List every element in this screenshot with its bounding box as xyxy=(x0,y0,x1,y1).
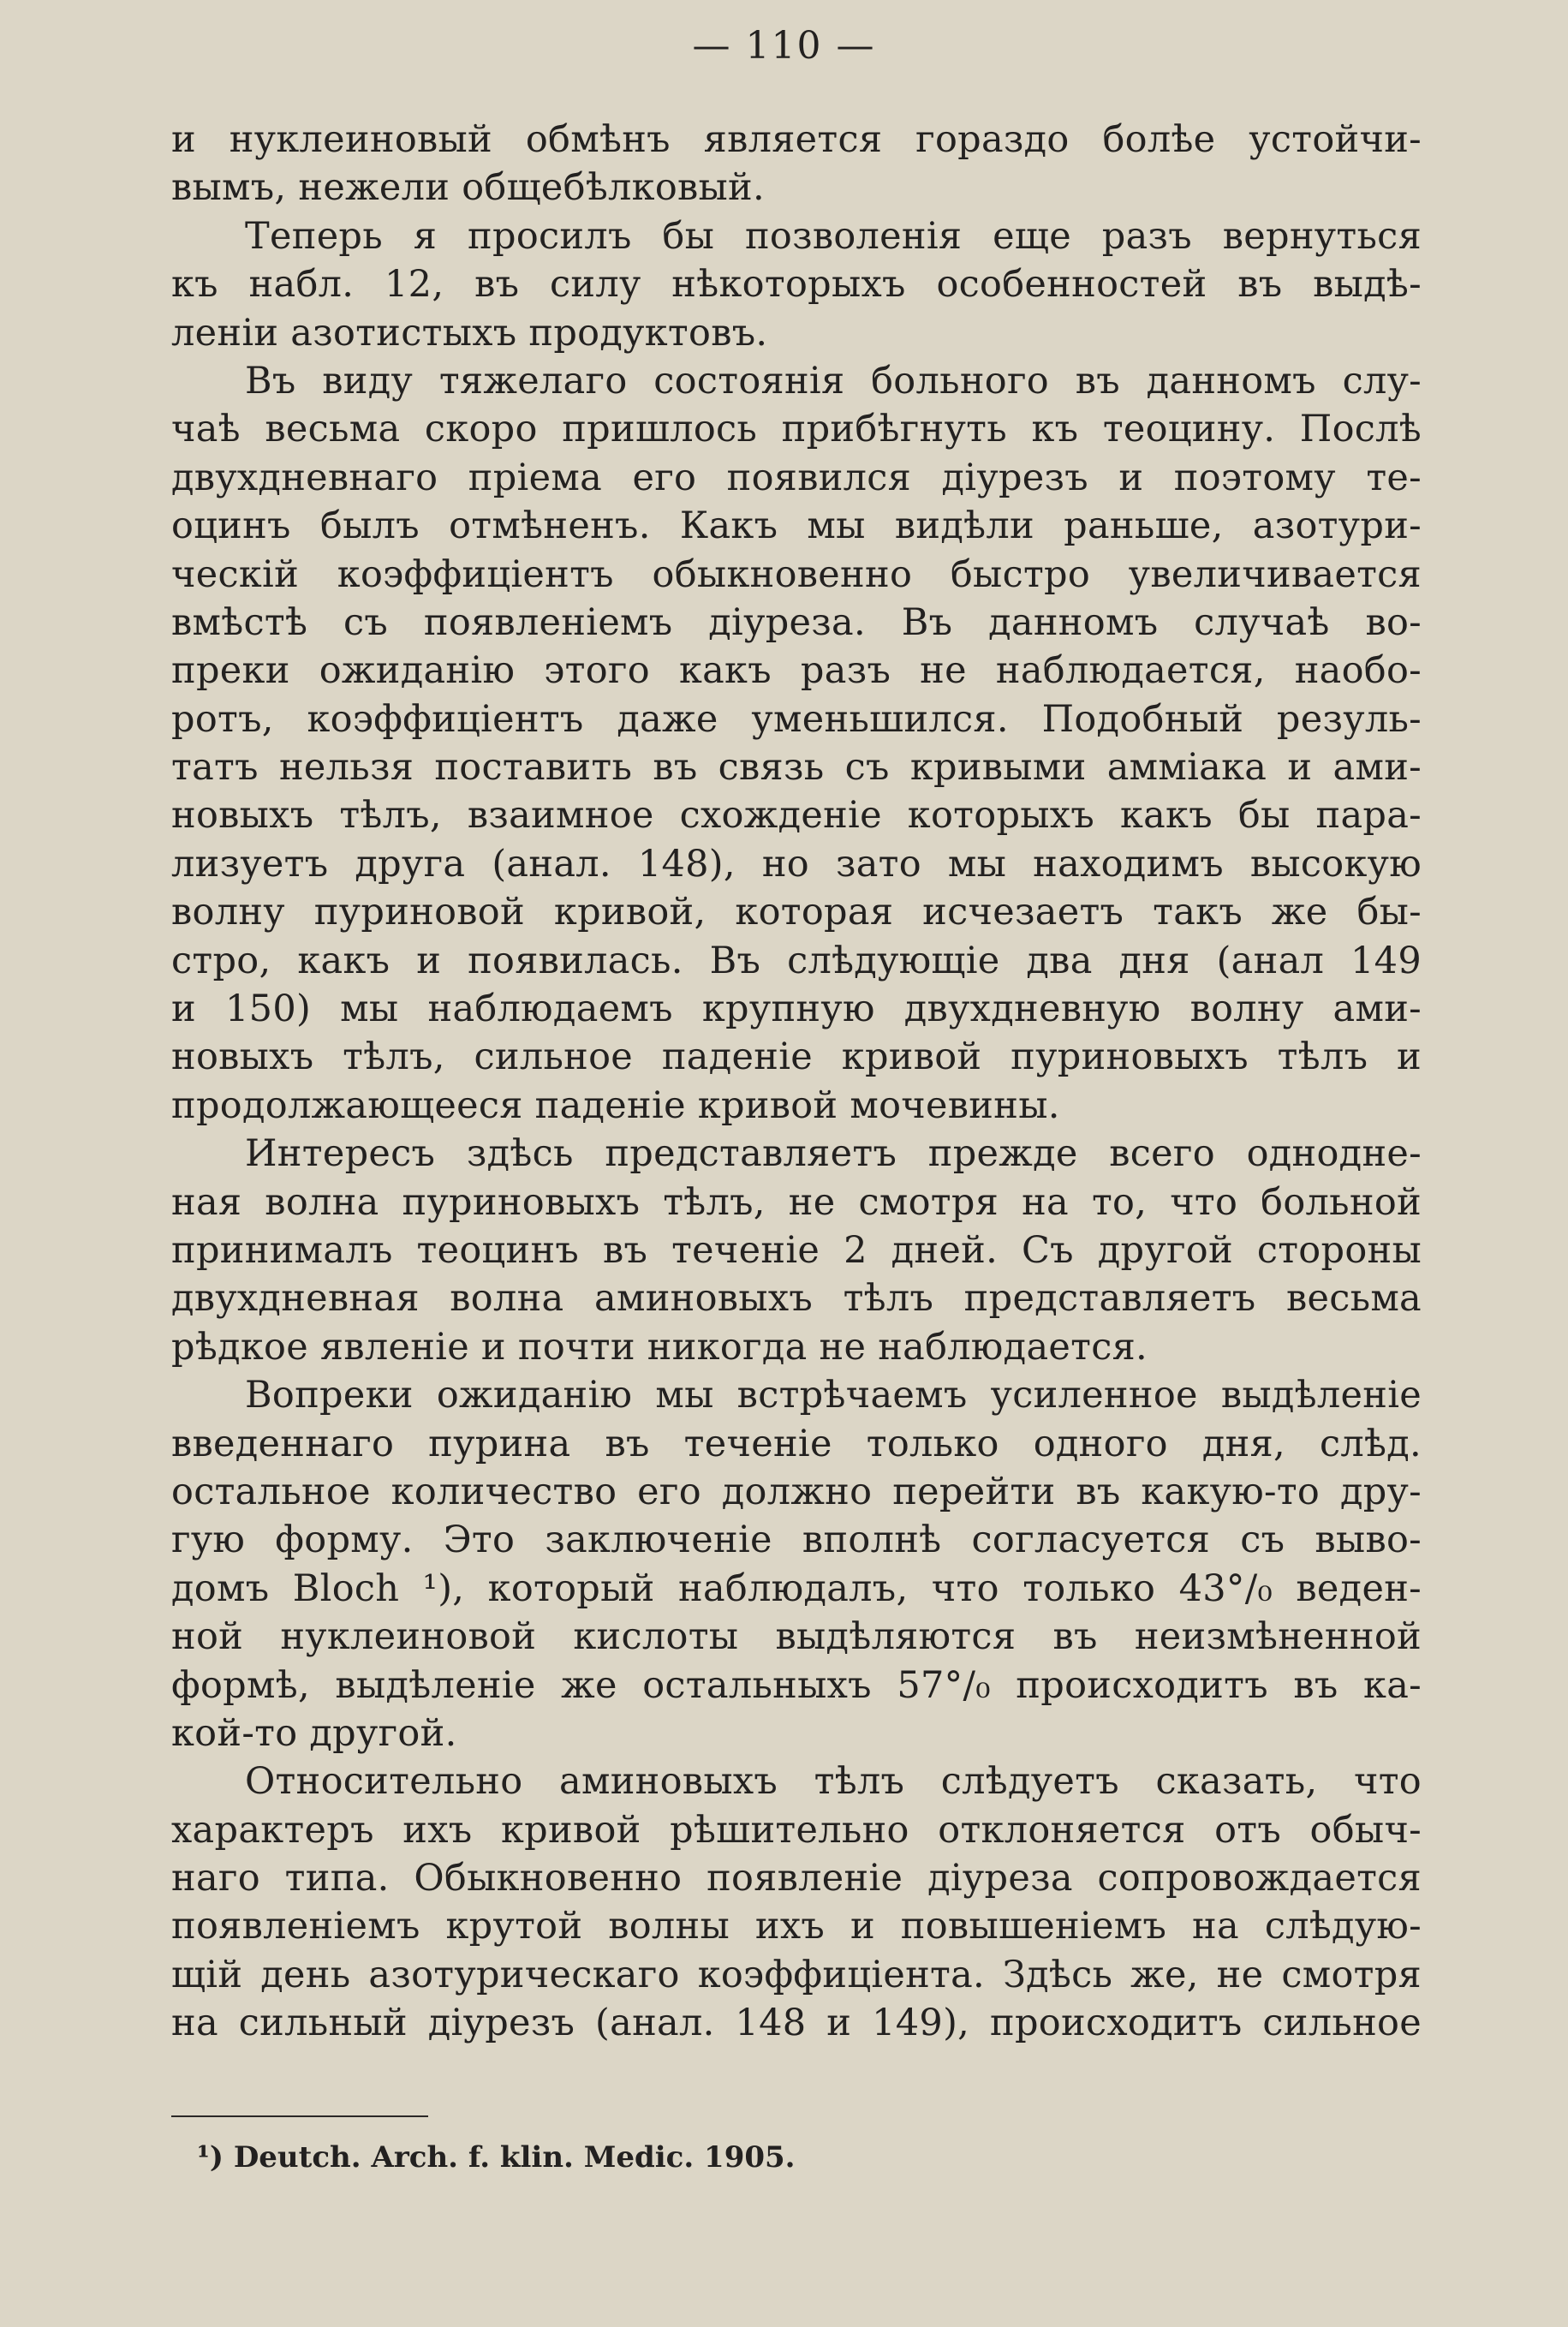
text-line: двухдневная волна аминовыхъ тѣлъ представляетъ весьма xyxy=(171,1277,1422,1321)
text-line: на сильный діурезъ (анал. 148 и 149), происходитъ сильное xyxy=(171,2002,1422,2045)
text-line: оцинъ былъ отмѣненъ. Какъ мы видѣли раньше, азотури- xyxy=(171,504,1422,548)
text-line: наго типа. Обыкновенно появленіе діуреза сопровождается xyxy=(171,1857,1422,1900)
text-line: щій день азотурическаго коэффиціента. Здѣсь же, не смотря xyxy=(171,1953,1422,1996)
text-line: Относительно аминовыхъ тѣлъ слѣдуетъ сказать, что xyxy=(245,1760,1422,1804)
text-line: продолжающееся паденіе кривой мочевины. xyxy=(171,1083,1060,1127)
text-line: и 150) мы наблюдаемъ крупную двухдневную волну ами- xyxy=(171,987,1422,1031)
text-line: леніи азотистыхъ продуктовъ. xyxy=(171,311,768,355)
text-line: лизуетъ друга (анал. 148), но зато мы находимъ высокую xyxy=(171,842,1422,886)
text-line: ческій коэффиціентъ обыкновенно быстро увеличивается xyxy=(171,552,1422,596)
text-line: домъ Bloch ¹), который наблюдалъ, что только 43°/₀ веден- xyxy=(171,1566,1422,1610)
text-line: преки ожиданію этого какъ разъ не наблюдается, наобо- xyxy=(171,649,1422,693)
text-line: принималъ теоцинъ въ теченіе 2 дней. Съ другой стороны xyxy=(171,1228,1422,1272)
text-line: кой-то другой. xyxy=(171,1711,457,1755)
page-number: — 110 — xyxy=(692,24,876,68)
text-line: вмѣстѣ съ появленіемъ діуреза. Въ данномъ случаѣ во- xyxy=(171,600,1422,644)
text-line: гую форму. Это заключеніе вполнѣ согласуется съ выво- xyxy=(171,1519,1422,1562)
text-line: вымъ, нежели общебѣлковый. xyxy=(171,166,765,210)
text-line: и нуклеиновый обмѣнъ является гораздо болѣе устойчи- xyxy=(171,118,1422,161)
text-line: стро, какъ и появилась. Въ слѣдующіе два дня (анал 149 xyxy=(171,939,1422,982)
text-line: чаѣ весьма скоро пришлось прибѣгнуть къ теоцину. Послѣ xyxy=(171,408,1422,451)
text-line: ная волна пуриновыхъ тѣлъ, не смотря на то, что больной xyxy=(171,1180,1422,1224)
text-line: двухдневнаго пріема его появился діурезъ и поэтому те- xyxy=(171,456,1422,499)
text-line: ной нуклеиновой кислоты выдѣляются въ неизмѣненной xyxy=(171,1615,1422,1659)
text-line: волну пуриновой кривой, которая исчезаетъ такъ же бы- xyxy=(171,891,1422,934)
text-line: ротъ, коэффиціентъ даже уменьшился. Подобный резуль- xyxy=(171,697,1422,741)
text-line: Вопреки ожиданію мы встрѣчаемъ усиленное выдѣленіе xyxy=(245,1374,1422,1417)
text-line: къ набл. 12, въ силу нѣкоторыхъ особенностей въ выдѣ- xyxy=(171,263,1422,307)
body-text xyxy=(171,116,1422,2048)
text-line: Интересъ здѣсь представляетъ прежде всего однодне- xyxy=(245,1132,1422,1176)
text-line: введеннаго пурина въ теченіе только одного дня, слѣд. xyxy=(171,1422,1422,1465)
text-line: Теперь я просилъ бы позволенія еще разъ вернуться xyxy=(245,214,1422,258)
text-line: появленіемъ крутой волны ихъ и повышеніемъ на слѣдую- xyxy=(171,1905,1422,1948)
text-line: формѣ, выдѣленіе же остальныхъ 57°/₀ происходитъ въ ка- xyxy=(171,1663,1422,1707)
footnote-divider xyxy=(171,2115,428,2117)
text-line: новыхъ тѣлъ, взаимное схожденіе которыхъ какъ бы пара- xyxy=(171,794,1422,838)
text-line: татъ нельзя поставить въ связь съ кривыми амміака и ами- xyxy=(171,746,1422,790)
text-line: характеръ ихъ кривой рѣшительно отклоняется отъ обыч- xyxy=(171,1808,1422,1852)
text-line: Въ виду тяжелаго состоянія больного въ данномъ слу- xyxy=(245,359,1422,403)
text-line: рѣдкое явленіе и почти никогда не наблюдается. xyxy=(171,1325,1148,1369)
text-line: новыхъ тѣлъ, сильное паденіе кривой пуриновыхъ тѣлъ и xyxy=(171,1035,1422,1079)
footnote: ¹) Deutch. Arch. f. klin. Medic. 1905. xyxy=(197,2140,796,2175)
text-line: остальное количество его должно перейти въ какую-то дру- xyxy=(171,1470,1422,1513)
